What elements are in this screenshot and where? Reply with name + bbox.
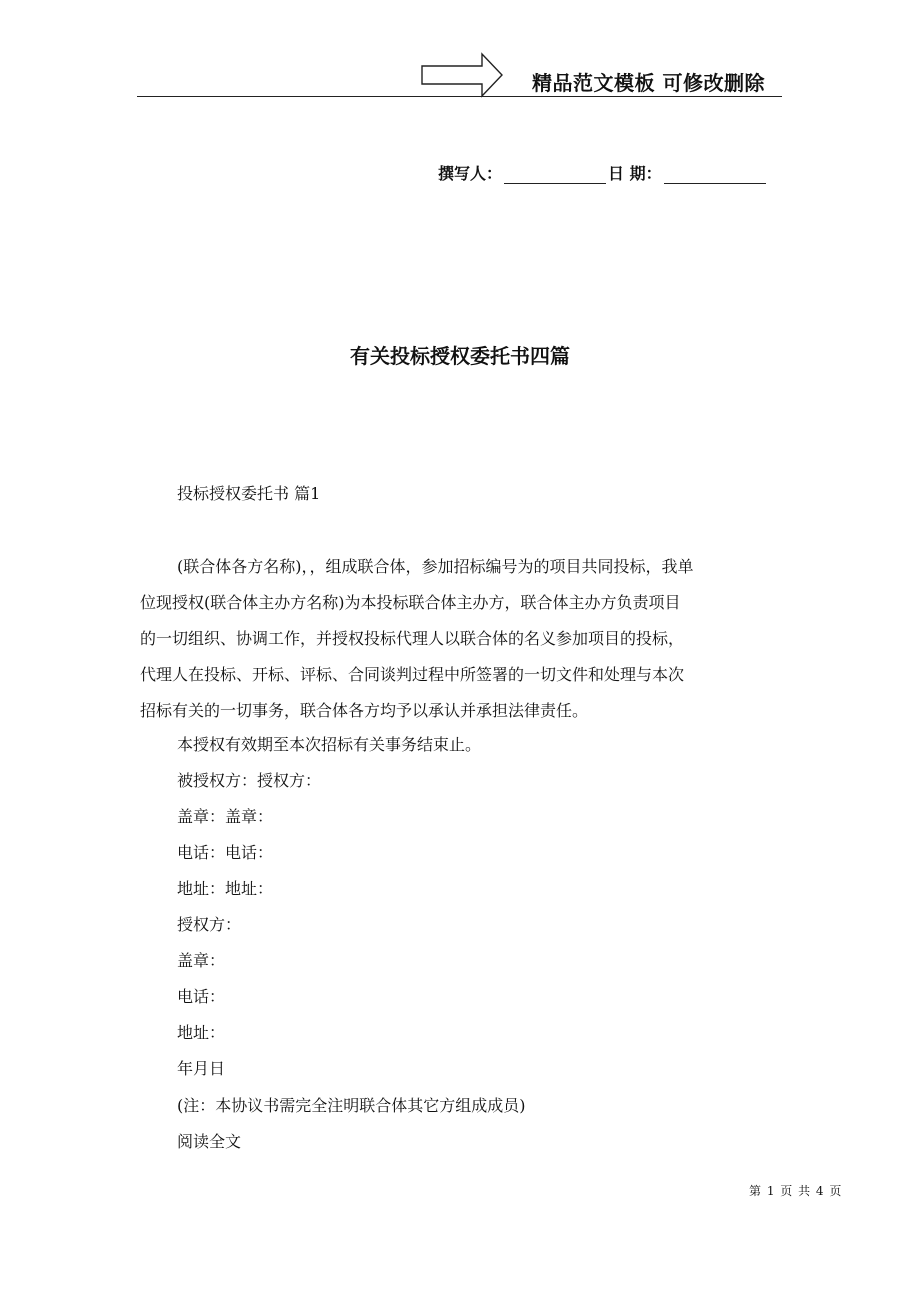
phone-line: 电话：电话： [177,843,274,862]
address-line: 地址： [177,1023,226,1042]
note-line: (注：本协议书需完全注明联合体其它方组成成员) [177,1096,526,1115]
validity-line: 本授权有效期至本次招标有关事务结束止。 [177,735,482,754]
page-number: 第 1 页 共 4 页 [749,1184,843,1198]
date-line: 年月日 [177,1059,226,1078]
read-more-link[interactable]: 阅读全文 [177,1132,242,1151]
paragraph-line: 位现授权(联合体主办方名称)为本投标联合体主办方，联合体主办方负责项目 [140,593,681,612]
author-blank [504,165,606,184]
phone-line: 电话： [177,987,226,1006]
section-heading: 投标授权委托书 篇1 [177,484,321,503]
paragraph-line: 代理人在投标、开标、评标、合同谈判过程中所签署的一切文件和处理与本次 [140,665,685,684]
date-label: 日 期： [608,164,662,183]
address-line: 地址：地址： [177,879,274,898]
paragraph-line: 招标有关的一切事务，联合体各方均予以承认并承担法律责任。 [140,701,589,720]
paragraph-line: (联合体各方名称)，，组成联合体，参加招标编号为的项目共同投标，我单 [177,557,694,576]
authorized-party-line: 被授权方：授权方： [177,771,322,790]
body-paragraph [140,549,780,729]
author-date-line [438,161,768,184]
header-divider [137,96,782,97]
document-title: 有关投标授权委托书四篇 [350,344,570,368]
seal-line: 盖章： [177,951,226,970]
paragraph-line: 的一切组织、协调工作，并授权投标代理人以联合体的名义参加项目的投标， [140,629,685,648]
seal-line: 盖章：盖章： [177,807,274,826]
author-label: 撰写人： [438,164,503,183]
template-label: 精品范文模板 可修改删除 [532,71,765,95]
authorizer-line: 授权方： [177,915,242,934]
arrow-icon [420,52,504,98]
date-blank [664,165,766,184]
